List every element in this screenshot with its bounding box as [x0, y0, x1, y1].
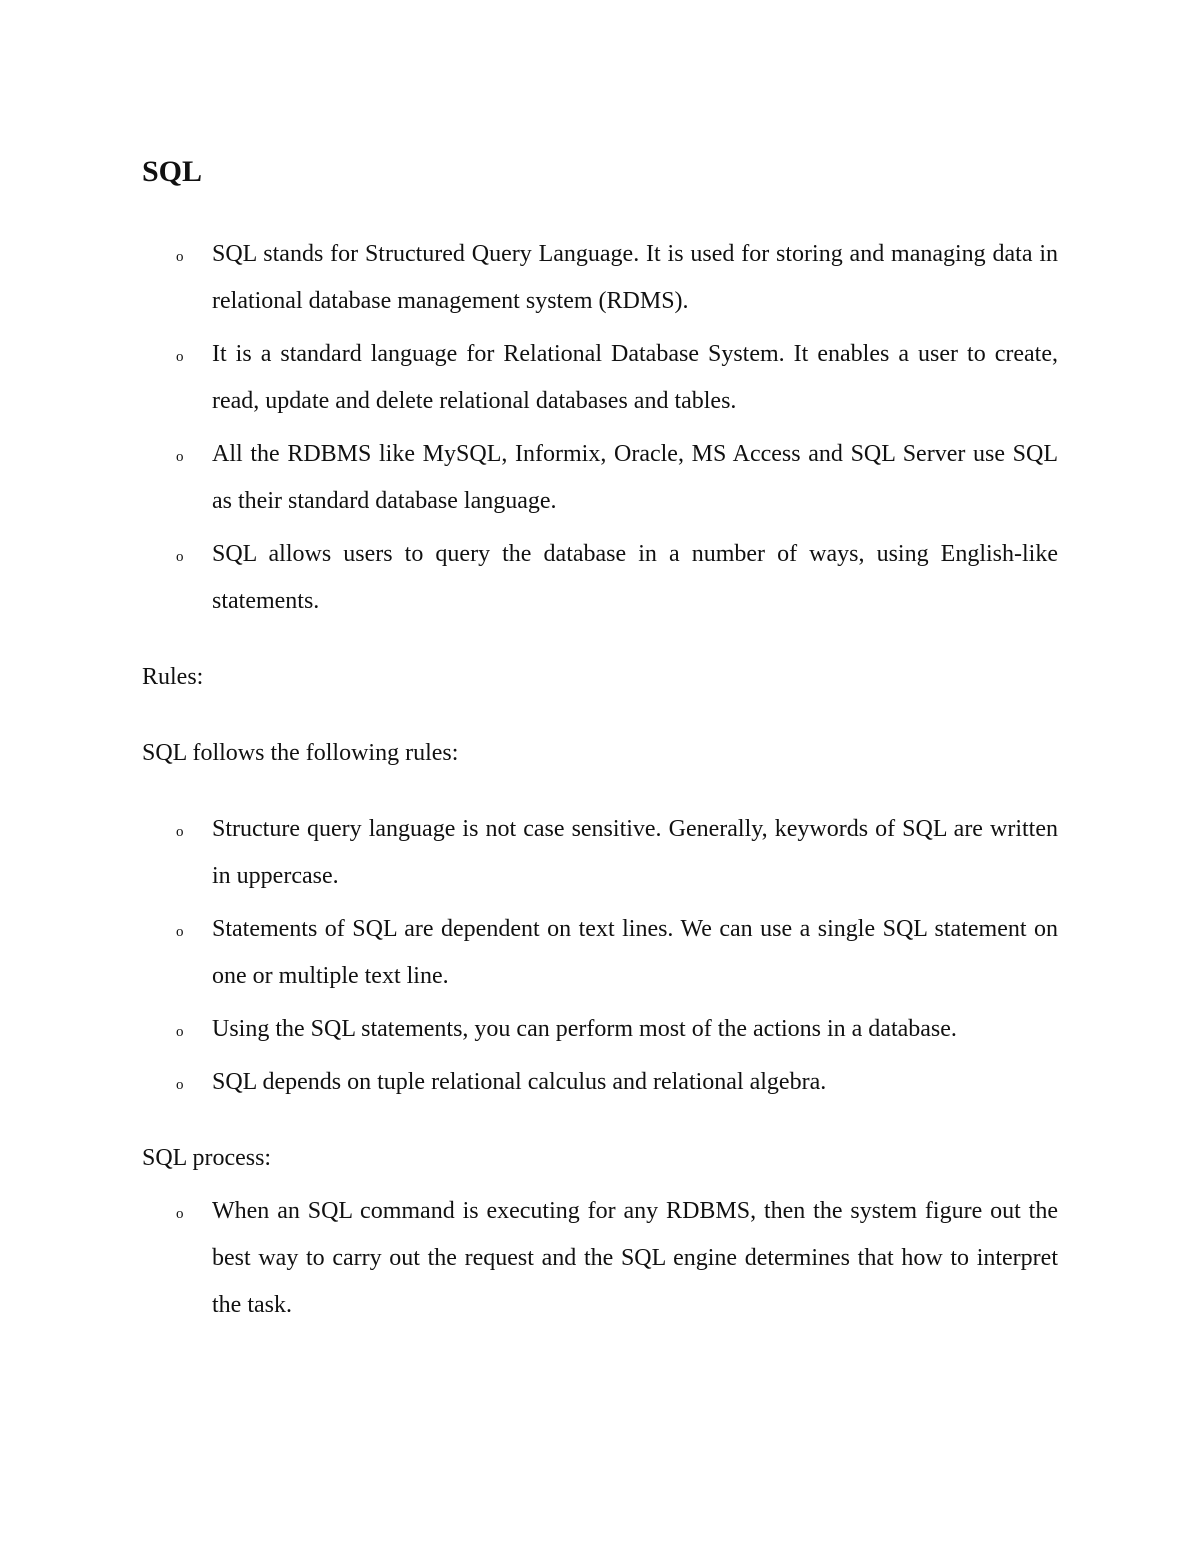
- list-item: [0, 331, 1058, 425]
- bullet-icon: o: [176, 449, 184, 465]
- list-item-text: SQL stands for Structured Query Language. It is used for storing and managing data in relational database management system (RDMS).: [212, 241, 1058, 314]
- list-item: [0, 906, 1058, 1000]
- process-list: [0, 1188, 1200, 1335]
- list-item-text: All the RDBMS like MySQL, Informix, Oracle, MS Access and SQL Server use SQL as their standard database language.: [212, 441, 1058, 514]
- page-title: SQL: [142, 155, 203, 188]
- bullet-icon: o: [176, 249, 184, 265]
- list-item-text: It is a standard language for Relational Database System. It enables a user to create, read, update and delete relational databases and tables.: [212, 341, 1058, 414]
- rules-heading: Rules:: [142, 664, 204, 690]
- bullet-icon: o: [176, 1077, 184, 1093]
- list-item: [0, 1188, 1058, 1329]
- list-item-text: SQL depends on tuple relational calculus and relational algebra.: [212, 1069, 827, 1095]
- list-item-text: Structure query language is not case sensitive. Generally, keywords of SQL are written in uppercase.: [212, 816, 1058, 889]
- list-item-text: When an SQL command is executing for any RDBMS, then the system figure out the best way to carry out the request and the SQL engine determines that how to interpret the task.: [212, 1198, 1058, 1318]
- list-item: [0, 231, 1058, 325]
- list-item: [0, 1059, 1058, 1106]
- bullet-icon: o: [176, 349, 184, 365]
- list-item: [0, 531, 1058, 625]
- bullet-icon: o: [176, 549, 184, 565]
- bullet-icon: o: [176, 1206, 184, 1222]
- list-item: [0, 431, 1058, 525]
- list-item-text: SQL allows users to query the database in a number of ways, using English-like statements.: [212, 541, 1058, 614]
- list-item: [0, 806, 1058, 900]
- intro-list: [0, 231, 1200, 631]
- process-heading: SQL process:: [142, 1145, 272, 1171]
- bullet-icon: o: [176, 824, 184, 840]
- list-item-text: Using the SQL statements, you can perform most of the actions in a database.: [212, 1016, 957, 1042]
- bullet-icon: o: [176, 1024, 184, 1040]
- bullet-icon: o: [176, 924, 184, 940]
- list-item-text: Statements of SQL are dependent on text lines. We can use a single SQL statement on one or multiple text line.: [212, 916, 1058, 989]
- list-item: [0, 1006, 1058, 1053]
- rules-list: [0, 806, 1200, 1112]
- rules-intro: SQL follows the following rules:: [142, 740, 459, 766]
